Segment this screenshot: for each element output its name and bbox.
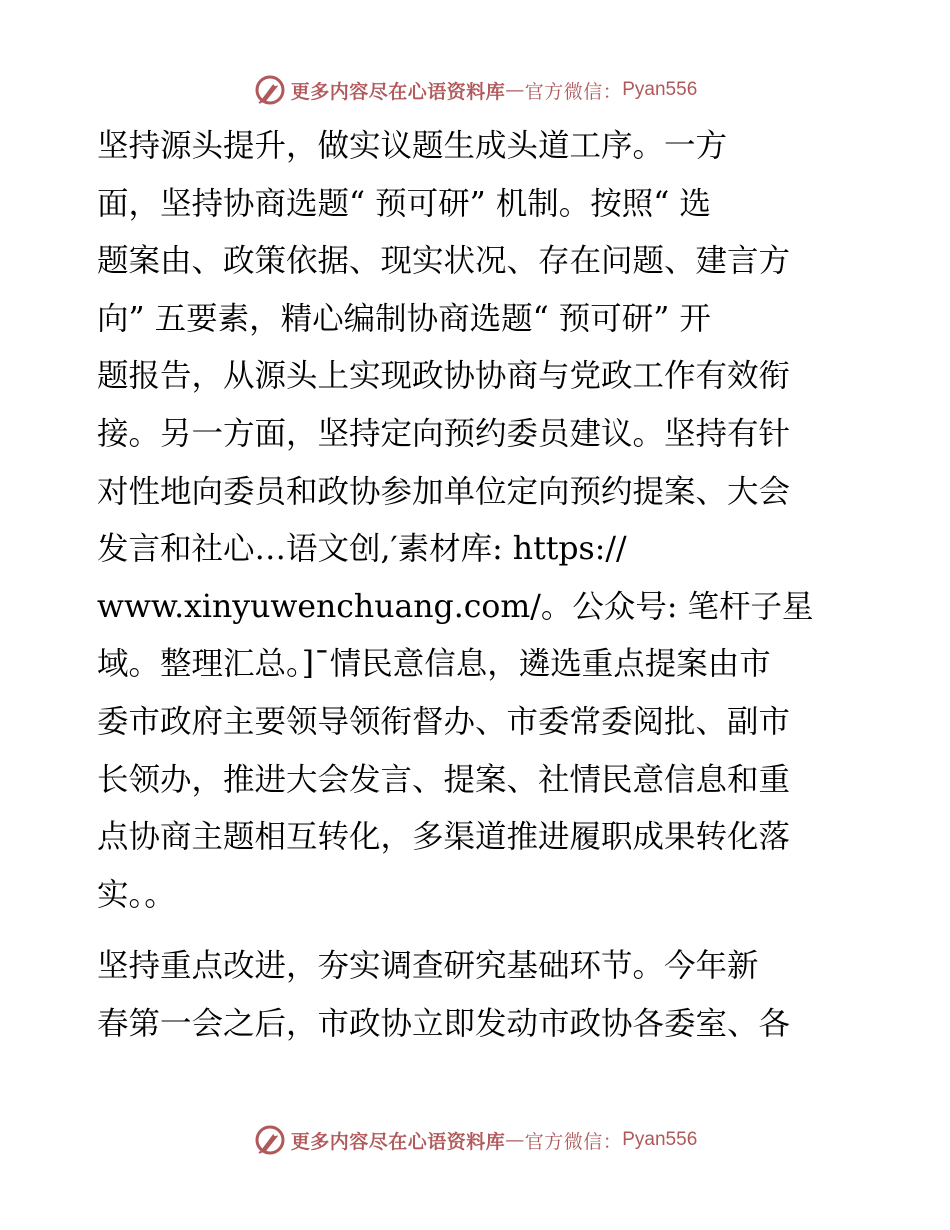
pen-nib-circle-icon [253,1123,287,1157]
text-line: 委市政府主要领导领衔督办、市委常委阅批、副市 [97,703,791,740]
paragraph-1 [97,118,857,924]
text-line: 实。。 [97,876,176,913]
banner-separator: — [505,79,525,101]
text-line: 向” 五要素，精心编制协商选题“ 预可研” 开 [97,300,711,337]
text-line: 坚持重点改进，夯实调查研究基础环节。今年新 [97,948,759,985]
footer-banner [0,1120,950,1160]
text-line: 面，坚持协商选题“ 预可研” 机制。按照“ 选 [97,185,711,222]
header-banner [0,70,950,110]
banner-wechat-id: Pyan556 [622,79,698,100]
text-line: 接。另一方面，坚持定向预约委员建议。坚持有针 [97,415,791,452]
text-line: 题报告，从源头上实现政协协商与党政工作有效衔 [97,358,791,395]
document-body [97,118,857,1054]
banner-title: 更多内容尽在心语资料库 [290,80,506,103]
text-line: 春第一会之后，市政协立即发动市政协各委室、各 [97,1005,791,1042]
banner-title: 更多内容尽在心语资料库 [290,1130,506,1153]
text-line: 长领办，推进大会发言、提案、社情民意信息和重 [97,761,791,798]
banner-wechat-label: 官方微信： [524,80,623,103]
text-line: 坚持源头提升，做实议题生成头道工序。一方 [97,128,728,164]
text-line: 题案由、政策依据、现实状况、存在问题、建言方 [97,243,791,280]
banner-wechat-label: 官方微信： [524,1130,623,1153]
pen-nib-circle-icon [253,73,287,107]
text-line: 点协商主题相互转化，多渠道推进履职成果转化落 [97,819,791,856]
text-line: 域。整理汇总。]¯情民意信息，遴选重点提案由市 [97,646,771,683]
text-line: 对性地向委员和政协参加单位定向预约提案、大会 [97,473,791,510]
banner-wechat-id: Pyan556 [622,1129,698,1150]
text-line: 发言和社心…语文创,′素材库: https:// [97,531,627,568]
banner-separator: — [505,1129,525,1151]
paragraph-gap [97,924,857,938]
text-line: www.xinyuwenchuang.com/。公众号: 笔杆子星 [97,588,814,625]
paragraph-2 [97,938,857,1053]
